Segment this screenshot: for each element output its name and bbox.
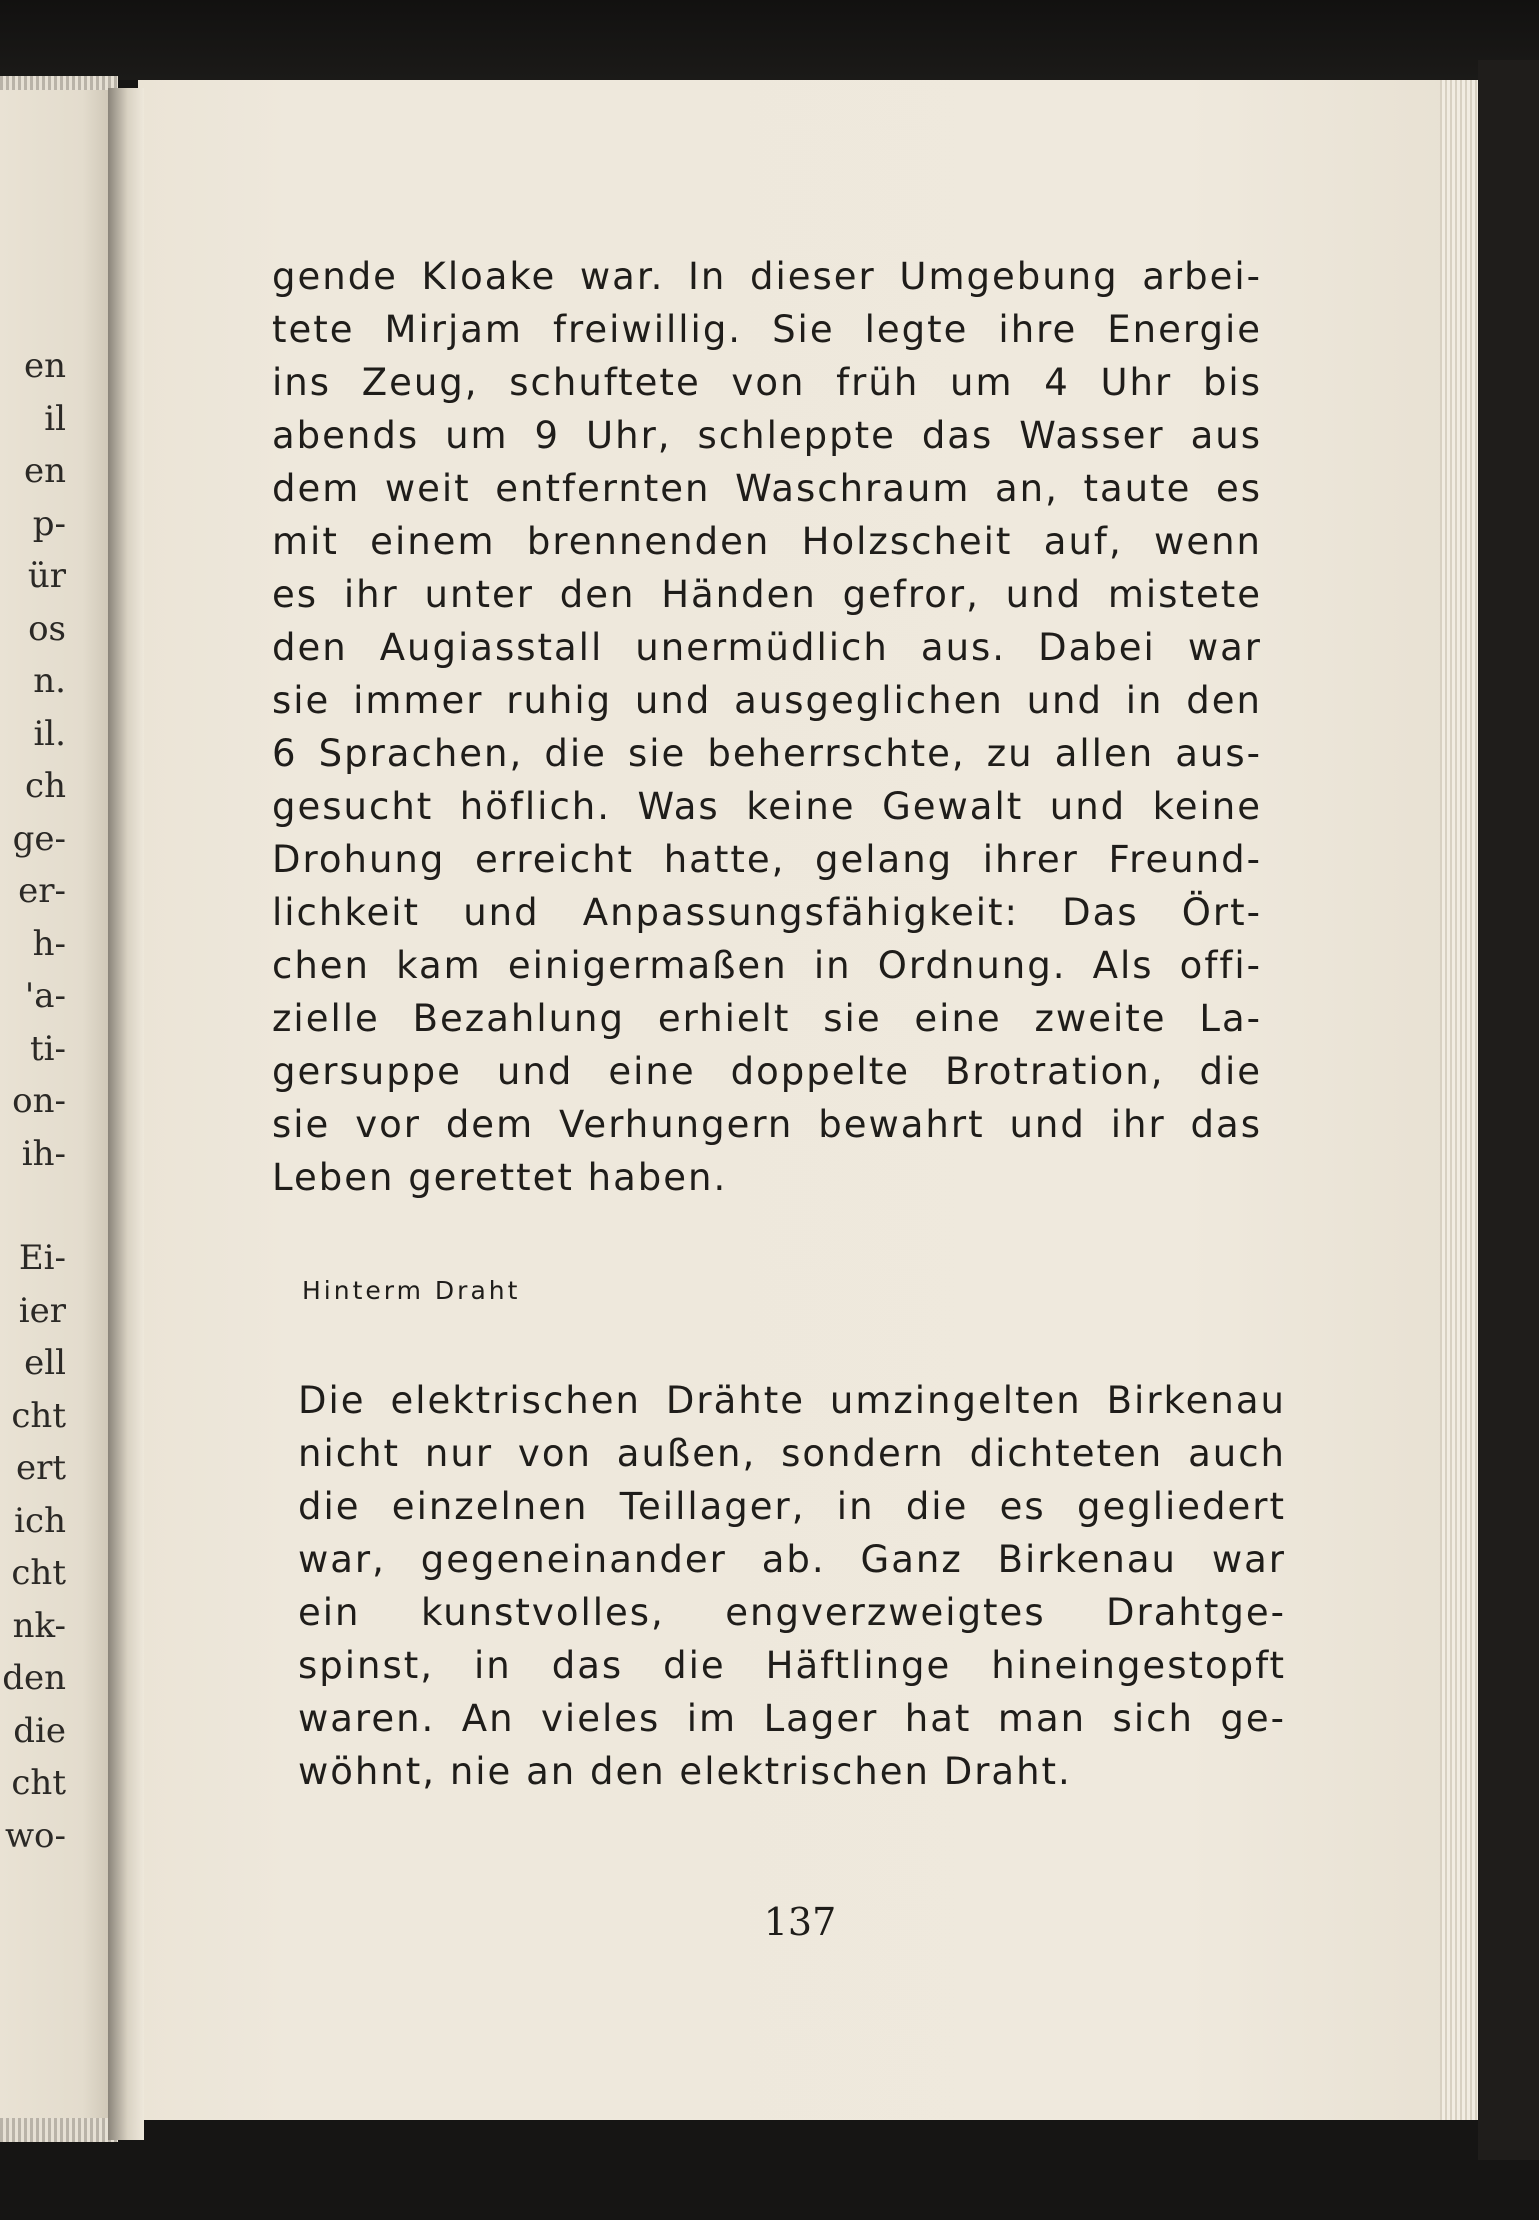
left-page-fragment: h- [32, 923, 66, 964]
left-page-fragment: il [44, 398, 66, 439]
left-page-fragment: 'a- [24, 976, 66, 1016]
left-page-fragment: er- [18, 871, 66, 911]
left-page-text-fragments [0, 340, 118, 1862]
left-page-fragment: cht [11, 1395, 66, 1436]
text-line: mit einem brennenden Holzscheit auf, wenn [272, 520, 1262, 563]
text-line: Drohung erreicht hatte, gelang ihrer Freund- [272, 838, 1262, 881]
text-line: spinst, in das die Häftlinge hineingestopft [298, 1644, 1286, 1687]
left-page-fragment: ch [25, 766, 66, 806]
text-line: dem weit entfernten Waschraum an, taute es [272, 467, 1262, 510]
book-cover-edge [1478, 60, 1539, 2160]
page-stack-edge [1440, 80, 1478, 2120]
text-line: zielle Bezahlung erhielt sie eine zweite La- [272, 997, 1262, 1040]
text-line: gersuppe und eine doppelte Brotration, die [272, 1050, 1262, 1093]
left-page-fragment: il. [33, 713, 66, 754]
text-line: ins Zeug, schuftete von früh um 4 Uhr bis [272, 361, 1262, 404]
left-page-fragment: ür [27, 556, 66, 596]
left-page-fragment: wo- [4, 1815, 66, 1856]
text-line: chen kam einigermaßen in Ordnung. Als offi- [272, 944, 1262, 987]
left-page-fragment: en [23, 451, 66, 491]
text-line: gende Kloake war. In dieser Umgebung arbei- [272, 255, 1262, 298]
text-line: nicht nur von außen, sondern dichteten auch [298, 1432, 1286, 1475]
left-page-fragment: den [2, 1658, 66, 1698]
left-page-fragment: die [13, 1710, 66, 1751]
body-paragraph-1 [272, 250, 1262, 1204]
page-number: 137 [763, 1900, 837, 1944]
text-line: lichkeit und Anpassungsfähigkeit: Das Ört- [272, 891, 1262, 934]
text-line: abends um 9 Uhr, schleppte das Wasser aus [272, 414, 1262, 457]
left-page-fragment: ich [14, 1500, 66, 1541]
left-page-fragment: cht [11, 1763, 66, 1803]
left-page-fragment: ti- [29, 1028, 66, 1069]
left-page-fragment: nk- [12, 1605, 66, 1646]
left-page-fragment: p- [32, 503, 66, 544]
left-page-fragment: n. [33, 661, 66, 701]
text-line: gesucht höflich. Was keine Gewalt und keine [272, 785, 1262, 828]
text-line: tete Mirjam freiwillig. Sie legte ihre Energie [272, 308, 1262, 351]
section-heading: Hinterm Draht [302, 1276, 521, 1305]
text-line: 6 Sprachen, die sie beherrschte, zu allen aus- [272, 732, 1262, 775]
left-page-fragment: ih- [21, 1133, 66, 1174]
left-page-fragment: ell [24, 1343, 66, 1383]
scan-background [0, 0, 1539, 80]
text-line: die einzelnen Teillager, in die es gegliedert [298, 1485, 1286, 1528]
text-line: den Augiasstall unermüdlich aus. Dabei war [272, 626, 1262, 669]
text-line: Leben gerettet haben. [272, 1156, 728, 1199]
left-page-fragment: ier [18, 1290, 66, 1331]
left-page-fragment: Ei- [18, 1238, 66, 1278]
text-line: es ihr unter den Händen gefror, und mistete [272, 573, 1262, 616]
left-page-fragment: ge- [12, 818, 66, 859]
left-page [0, 90, 118, 2130]
text-line: sie vor dem Verhungern bewahrt und ihr das [272, 1103, 1262, 1146]
text-line: wöhnt, nie an den elektrischen Draht. [298, 1750, 1072, 1793]
text-line: sie immer ruhig und ausgeglichen und in den [272, 679, 1262, 722]
left-page-fragment: en [23, 346, 66, 386]
left-page-fragment: ert [15, 1448, 66, 1488]
left-page-fragment: cht [11, 1553, 66, 1593]
left-page-fragment: os [28, 608, 66, 649]
text-line: Die elektrischen Drähte umzingelten Birkenau [298, 1379, 1286, 1422]
book-gutter [108, 88, 144, 2140]
body-paragraph-2 [298, 1374, 1286, 1798]
text-line: waren. An vieles im Lager hat man sich ge- [298, 1697, 1286, 1740]
left-page-fragment: on- [12, 1081, 66, 1121]
left-page-stack-bottom [0, 2118, 118, 2142]
text-line: war, gegeneinander ab. Ganz Birkenau war [298, 1538, 1286, 1581]
left-page-fragment [0, 1180, 118, 1232]
text-line: ein kunstvolles, engverzweigtes Drahtge- [298, 1591, 1286, 1634]
